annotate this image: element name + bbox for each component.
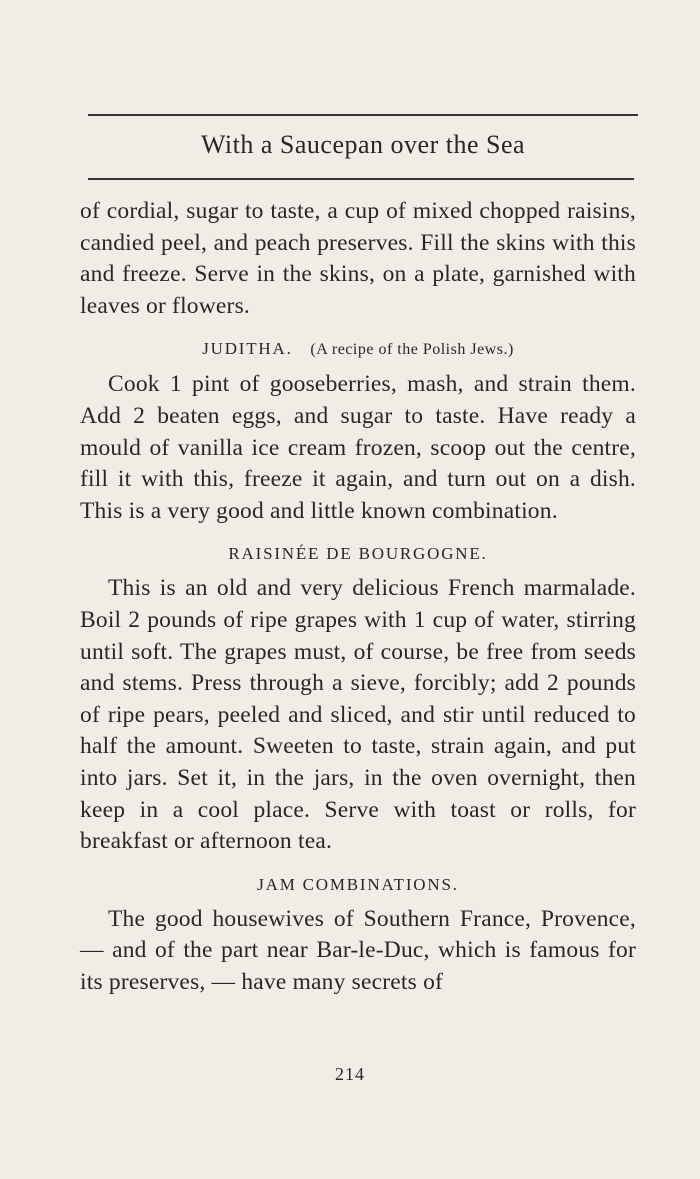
continued-paragraph: of cordial, sugar to taste, a cup of mixed chopped raisins, candied peel, and peach preserves. Fill the skins with this and freeze. Serve in the skins, on a plate, garnished with leaves or flowers. — [80, 198, 636, 319]
recipe-title: RAISINÉE DE BOURGOGNE. — [228, 544, 488, 564]
recipe-heading-raisinee — [80, 539, 636, 569]
recipe-heading-jam-combinations — [80, 870, 636, 900]
header-rule-bottom — [88, 178, 634, 180]
recipe-heading-juditha — [80, 334, 636, 365]
recipe-subtitle: (A recipe of the Polish Jews.) — [310, 341, 514, 359]
recipe-title: JAM COMBINATIONS. — [257, 874, 459, 894]
page-body — [80, 196, 636, 998]
running-head: With a Saucepan over the Sea — [200, 130, 526, 159]
header-rule-top — [88, 114, 638, 116]
page-number: 214 — [335, 1064, 365, 1084]
recipe-text-juditha: Cook 1 pint of gooseberries, mash, and strain them. Add 2 beaten eggs, and sugar to taste. Have ready a mould of vanilla ice cream frozen, scoop out the centre, fill it with this, freeze it again, and turn out on a dish. This is a very good and little known combination. — [80, 371, 636, 524]
recipe-title: JUDITHA. — [202, 339, 293, 359]
recipe-text-raisinee: This is an old and very delicious French marmalade. Boil 2 pounds of ripe grapes with 1 cup of water, stirring until soft. The grapes must, of course, be free from seeds and stems. Press through a sieve, forcibly; add 2 pounds of ripe pears, peeled and sliced, and stir until reduced to half the amount. Sweeten to taste, strain again, and put into jars. Set it, in the jars, in the oven overnight, then keep in a cool place. Serve with toast or rolls, for breakfast or afternoon tea. — [80, 575, 636, 855]
recipe-text-jam-combinations: The good housewives of Southern France, Provence, — and of the part near Bar-le-Duc, which is famous for its preserves, — have many secrets of — [80, 905, 636, 995]
